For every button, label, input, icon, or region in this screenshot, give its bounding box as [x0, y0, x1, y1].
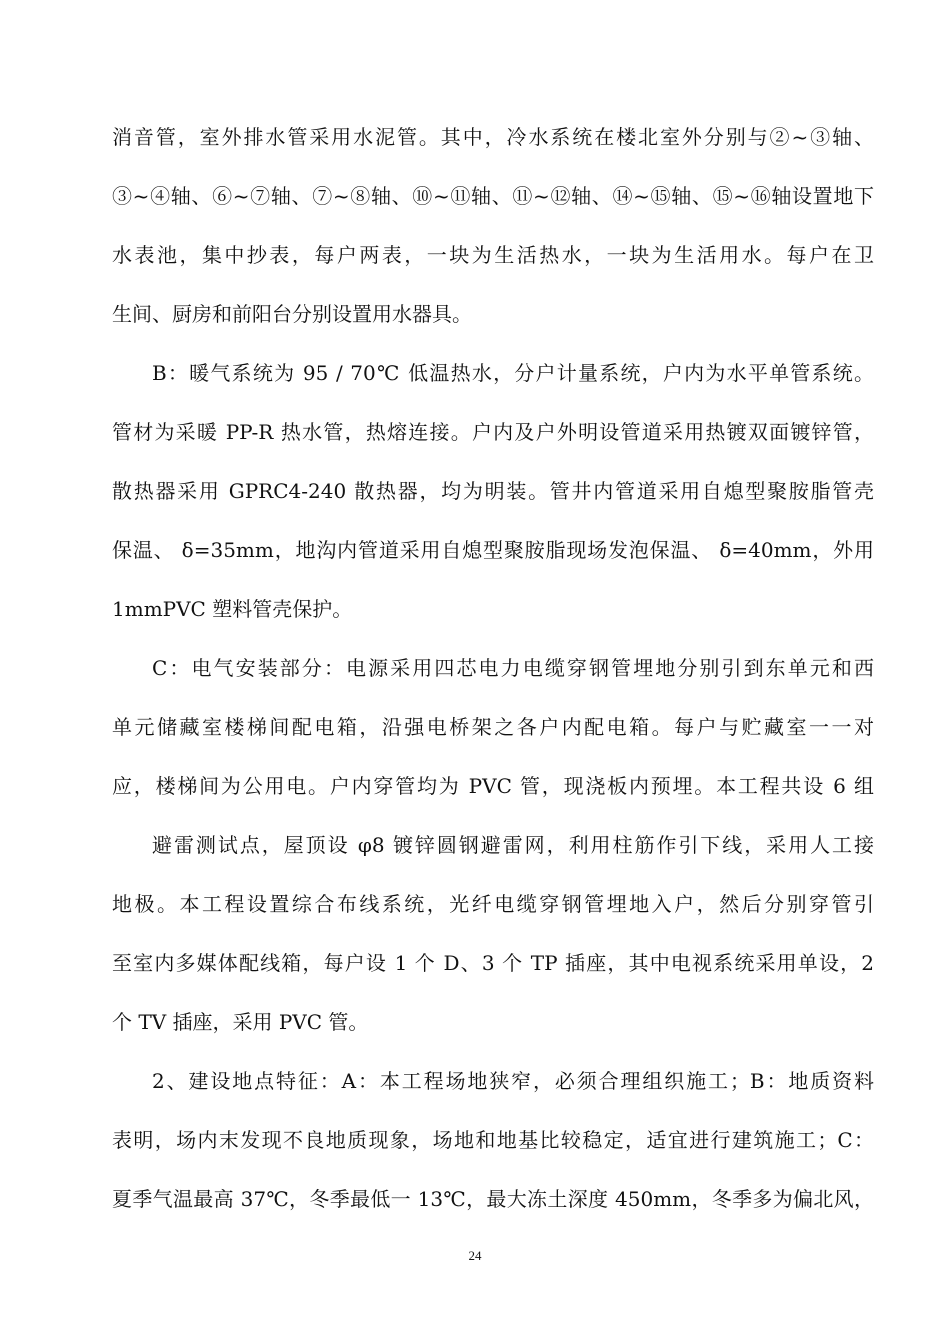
- text-line-5: B：暖气系统为 95 / 70℃ 低温热水，分户计量系统，户内为水平单管系统。: [152, 361, 874, 385]
- text-line-12: 应，楼梯间为公用电。户内穿管均为 PVC 管，现浇板内预埋。本工程共设 6 组: [112, 774, 874, 798]
- text-line-19: 夏季气温最高 37℃，冬季最低一 13℃，最大冻土深度 450mm，冬季多为偏北风，: [112, 1187, 874, 1211]
- text-line-7: 散热器采用 GPRC4-240 散热器，均为明装。管井内管道采用自熄型聚胺脂管壳: [112, 479, 874, 503]
- text-line-11: 单元储藏室楼梯间配电箱，沿强电桥架之各户内配电箱。每户与贮藏室一一对: [112, 715, 874, 739]
- text-line-17: 2、建设地点特征：A：本工程场地狭窄，必须合理组织施工；B：地质资料: [152, 1069, 874, 1093]
- text-line-10: C：电气安装部分：电源采用四芯电力电缆穿钢管埋地分别引到东单元和西: [152, 656, 874, 680]
- text-line-8: 保温、 δ=35mm，地沟内管道采用自熄型聚胺脂现场发泡保温、 δ=40mm，外用: [112, 538, 874, 562]
- text-line-14: 地极。本工程设置综合布线系统，光纤电缆穿钢管埋地入户，然后分别穿管引: [112, 892, 874, 916]
- text-line-13: 避雷测试点，屋顶设 φ8 镀锌圆钢避雷网，利用柱筋作引下线，采用人工接: [152, 833, 874, 857]
- text-line-4: 生间、厨房和前阳台分别设置用水器具。: [112, 302, 472, 326]
- text-line-16: 个 TV 插座，采用 PVC 管。: [112, 1010, 369, 1034]
- page-number: 24: [468, 1248, 482, 1263]
- text-line-18: 表明，场内末发现不良地质现象，场地和地基比较稳定，适宜进行建筑施工；C：: [112, 1128, 874, 1152]
- text-line-9: 1mmPVC 塑料管壳保护。: [112, 597, 353, 621]
- text-line-1: 消音管，室外排水管采用水泥管。其中，冷水系统在楼北室外分别与②~③轴、: [112, 125, 874, 149]
- text-line-3: 水表池，集中抄表，每户两表，一块为生活热水，一块为生活用水。每户在卫: [112, 243, 874, 267]
- text-line-6: 管材为采暖 PP-R 热水管，热熔连接。户内及户外明设管道采用热镀双面镀锌管，: [112, 420, 874, 444]
- text-line-15: 至室内多媒体配线箱，每户设 1 个 D、3 个 TP 插座，其中电视系统采用单设，2: [112, 951, 874, 975]
- text-line-2: ③~④轴、⑥~⑦轴、⑦~⑧轴、⑩~⑪轴、⑪~⑫轴、⑭~⑮轴、⑮~⑯轴设置地下: [112, 184, 874, 208]
